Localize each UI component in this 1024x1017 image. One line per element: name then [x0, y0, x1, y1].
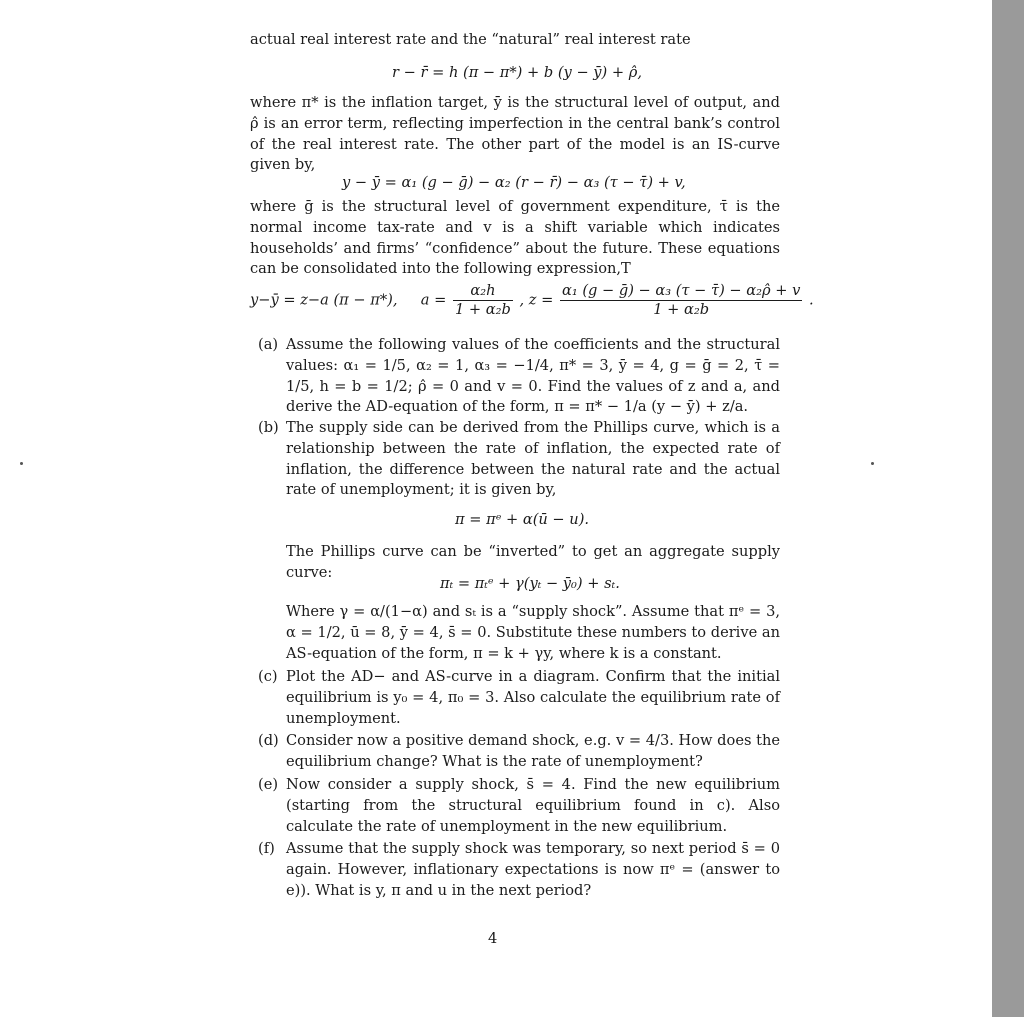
equation-interest-rule: r − r̄ = h (π − π*) + b (y − ȳ) + ρ̂, [392, 64, 642, 81]
paragraph-definitions-2: where ḡ is the structural level of government expenditure, τ̄ is the normal income tax-rate and v is a shift variable which indicates households’ and firms’ “confidence” about the future. These equations can be consolidated into the following expression,T [250, 198, 780, 278]
eq3-end: . [808, 291, 814, 309]
fraction-a-numerator: α₂h [453, 282, 513, 301]
fraction-z-denominator: 1 + α₂b [653, 301, 710, 318]
fraction-a [453, 282, 513, 319]
exercise-item-c [258, 667, 780, 729]
scan-speck [871, 462, 874, 465]
exercise-item-f [258, 839, 780, 901]
item-text: Assume the following values of the coefficients and the structural values: α₁ = 1/5, α₂ = 1, α₃ = −1/4, π* = 3, ȳ = 4, g = ḡ = 2, τ̄ = 1/5, h = b = 1/2; ρ̂ = 0 and v = 0. Find the values of z and a, and derive the AD-equation of the form, π = π* − 1/a (y − ȳ) + z/a. [286, 336, 780, 416]
fraction-z-numerator: α₁ (g − ḡ) − α₃ (τ − τ̄) − α₂ρ̂ + v [561, 282, 801, 299]
equation-consolidated [250, 282, 814, 319]
paragraph-phillips-inverted: The Phillips curve can be “inverted” to get an aggregate supply curve: [286, 543, 780, 581]
paragraph-definitions-1: where π* is the inflation target, ȳ is the structural level of output, and ρ̂ is an error term, reflecting imperfection in the central bank’s control of the real interest rate. The other part of the model is an IS-curve given by, [250, 94, 780, 174]
equation-as-curve: πₜ = πₜᵉ + γ(yₜ − ȳ₀) + sₜ. [440, 575, 620, 592]
exercise-item-a [258, 335, 780, 418]
equation-phillips-curve: π = πᵉ + α(ū − u). [455, 511, 590, 528]
eq3-a-lhs: a = [420, 291, 447, 309]
eq3-z-lhs: , z = [519, 291, 554, 309]
equation-is-curve: y − ȳ = α₁ (g − ḡ) − α₂ (r − r̄) − α₃ (τ − τ̄) + v, [342, 174, 686, 191]
page-number: 4 [488, 930, 498, 947]
viewer-scroll-gutter [992, 0, 1024, 1017]
item-text: Plot the AD− and AS-curve in a diagram. Confirm that the initial equilibrium is y₀ = 4, π₀ = 3. Also calculate the equilibrium rate of unemployment. [286, 668, 780, 727]
scan-speck [20, 462, 23, 465]
item-label: (d) [258, 732, 279, 749]
exercise-item-d [258, 731, 780, 773]
fraction-a-denominator: 1 + α₂b [455, 301, 511, 318]
exercise-item-e [258, 775, 780, 837]
exercise-item-b [258, 418, 780, 501]
item-text: Assume that the supply shock was temporary, so next period s̄ = 0 again. However, inflationary expectations is now πᵉ = (answer to e)). What is y, π and u in the next period? [286, 840, 780, 899]
intro-line: actual real interest rate and the “natural” real interest rate [250, 31, 691, 48]
item-label: (c) [258, 668, 278, 685]
eq3-lhs: y−ȳ = z−a (π − π*), [250, 291, 398, 309]
item-text: Now consider a supply shock, s̄ = 4. Find the new equilibrium (starting from the structural equilibrium found in c). Also calculate the rate of unemployment in the new equilibrium. [286, 776, 780, 835]
item-text: Consider now a positive demand shock, e.g. v = 4/3. How does the equilibrium change? What is the rate of unemployment? [286, 732, 780, 770]
item-label: (f) [258, 840, 275, 857]
fraction-z [560, 282, 802, 319]
item-label: (a) [258, 336, 279, 353]
item-label: (b) [258, 419, 279, 436]
paragraph-as-assumptions: Where γ = α/(1−α) and sₜ is a “supply shock”. Assume that πᵉ = 3, α = 1/2, ū = 8, ȳ = 4, s̄ = 0. Substitute these numbers to derive an AS-equation of the form, π = k + γy, where k is a constant. [286, 603, 780, 662]
item-label: (e) [258, 776, 279, 793]
item-text: The supply side can be derived from the Phillips curve, which is a relationship between the rate of inflation, the expected rate of inflation, the difference between the natural rate and the actual rate of unemployment; it is given by, [286, 419, 780, 499]
